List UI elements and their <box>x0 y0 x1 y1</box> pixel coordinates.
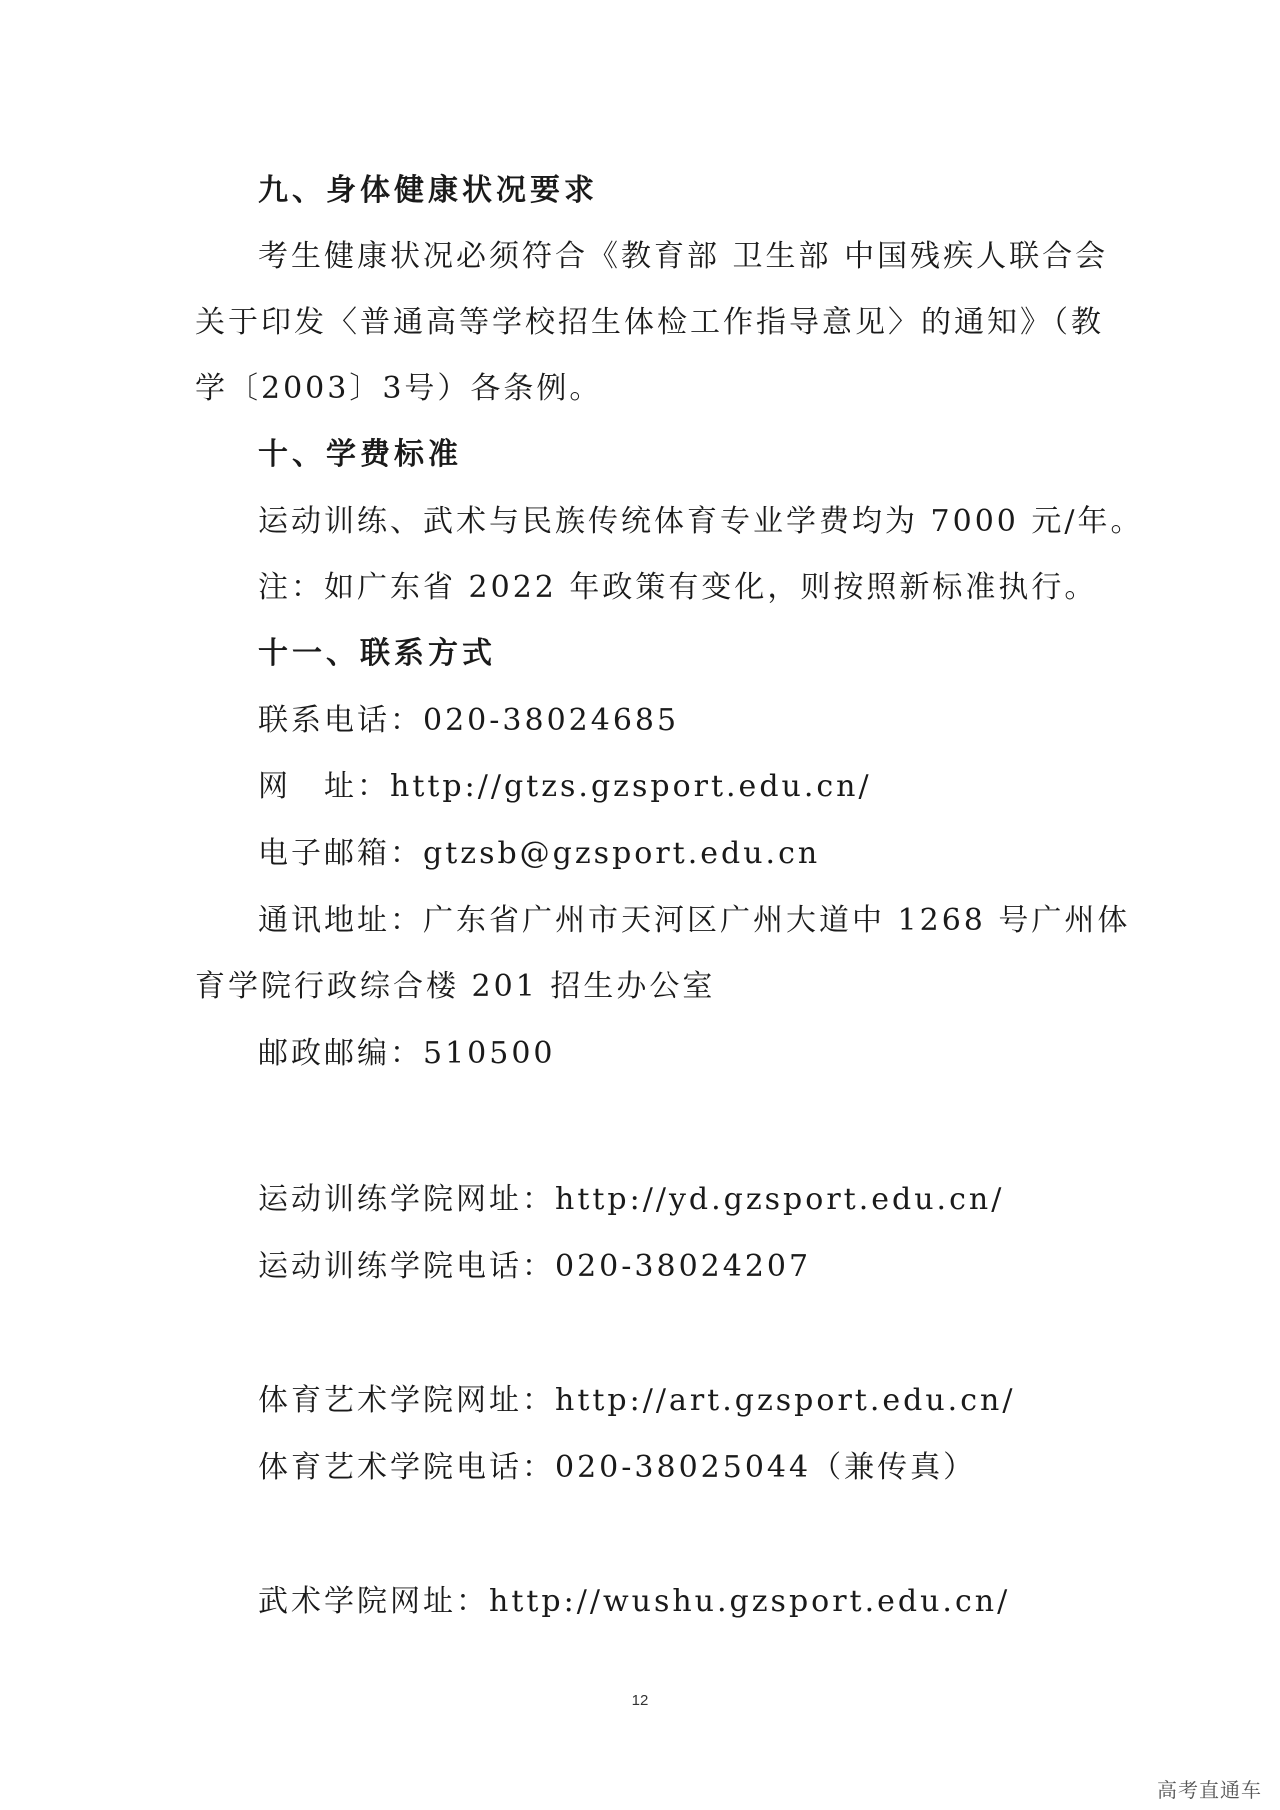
page-number: 12 <box>631 1692 649 1709</box>
contact-phone: 联系电话：020-38024685 <box>258 703 680 738</box>
contact-website: 网 址：http://gtzs.gzsport.edu.cn/ <box>258 769 872 804</box>
art-college-phone: 体育艺术学院电话：020-38025044（兼传真） <box>258 1450 977 1485</box>
section-9-heading: 九、身体健康状况要求 <box>258 173 598 208</box>
section-9-line-1: 考生健康状况必须符合《教育部 卫生部 中国残疾人联合会 <box>258 239 1109 274</box>
section-9-line-2: 关于印发〈普通高等学校招生体检工作指导意见〉的通知》（教 <box>195 305 1104 340</box>
wushu-college-website: 武术学院网址：http://wushu.gzsport.edu.cn/ <box>258 1584 1011 1619</box>
contact-postcode: 邮政邮编：510500 <box>258 1036 556 1071</box>
art-college-website: 体育艺术学院网址：http://art.gzsport.edu.cn/ <box>258 1383 1016 1418</box>
tuition-note: 注：如广东省 2022 年政策有变化，则按照新标准执行。 <box>258 570 1098 605</box>
contact-address-line-1: 通讯地址：广东省广州市天河区广州大道中 1268 号广州体 <box>258 903 1131 938</box>
tuition-fee-text: 运动训练、武术与民族传统体育专业学费均为 7000 元/年。 <box>258 504 1144 539</box>
contact-email: 电子邮箱：gtzsb@gzsport.edu.cn <box>258 836 821 871</box>
section-10-heading: 十、学费标准 <box>258 437 462 472</box>
training-college-phone: 运动训练学院电话：020-38024207 <box>258 1249 812 1284</box>
training-college-website: 运动训练学院网址：http://yd.gzsport.edu.cn/ <box>258 1182 1005 1217</box>
watermark: 高考直通车 <box>1157 1778 1262 1802</box>
contact-address-line-2: 育学院行政综合楼 201 招生办公室 <box>195 969 716 1004</box>
section-9-line-3: 学〔2003〕3号）各条例。 <box>195 371 603 406</box>
section-11-heading: 十一、联系方式 <box>258 636 496 671</box>
